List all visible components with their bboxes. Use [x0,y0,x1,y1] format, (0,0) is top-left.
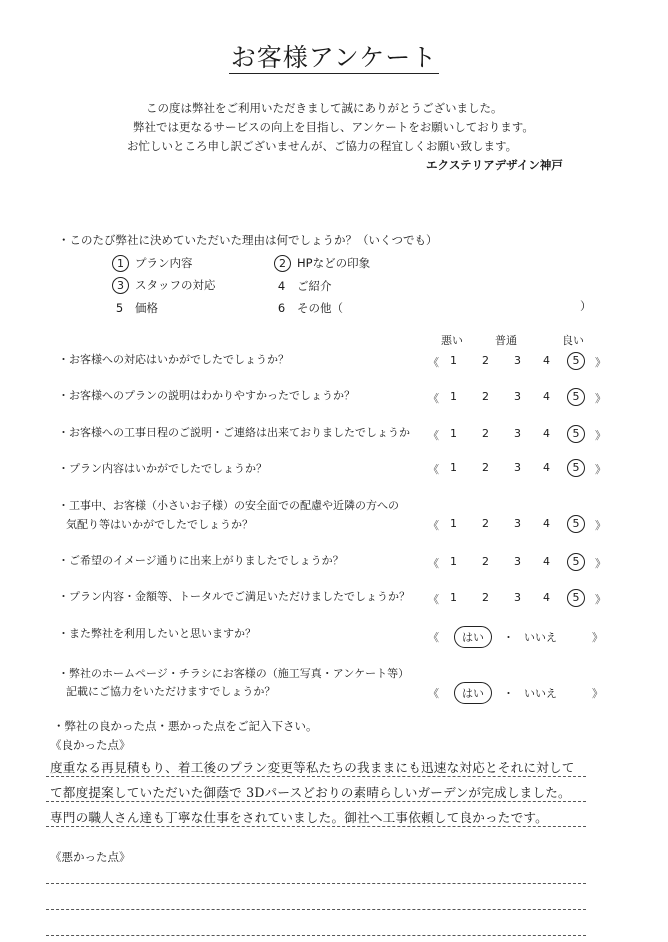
yesno-separator: ・ [503,687,514,700]
reason-option-4-label: ご紹介 [297,279,332,293]
rating-option-selected[interactable]: 5 [567,425,585,443]
reason-option-1-label: プラン内容 [135,256,193,270]
rating-option[interactable]: 1 [450,517,457,530]
rating-question-4-text: ・プラン内容はいかがでしたでしょうか？ [58,462,267,475]
rating-option-selected[interactable]: 5 [567,459,585,477]
intro-line-2: 弊社では更なるサービスの向上を目指し、アンケートをお願いしております。 [133,120,534,134]
comments-prompt: ・弊社の良かった点・悪かった点をご記入下さい。 [53,719,318,733]
rating-close-mark: 》 [595,593,606,606]
good-points-line-1[interactable]: 度重なる再見積もり、着工後のプラン変更等私たちの我ままにも迅速な対応とそれに対して [50,760,575,775]
reason-option-5-number: 5 [115,301,124,315]
rating-option-selected[interactable]: 5 [567,352,585,370]
yesno-choice-2[interactable] [428,682,603,702]
rating-option[interactable]: 4 [543,555,550,568]
intro-line-3: お忙しいところ申し訳ございませんが、ご協力の程宜しくお願い致します。 [127,139,518,153]
intro-line-1: この度は弊社をご利用いただきまして誠にありがとうございました。 [146,101,503,115]
reason-option-2[interactable] [274,255,370,272]
rating-scale-4[interactable] [428,459,606,479]
rating-close-mark: 》 [595,392,606,405]
scale-good: 良い [562,334,584,347]
yesno-close-mark: 》 [592,631,603,644]
bad-points-line-3[interactable] [50,916,586,934]
rating-option[interactable]: 3 [514,555,521,568]
reason-option-1-number: 1 [112,255,129,272]
rating-option[interactable]: 2 [482,591,489,604]
yesno-no-option[interactable]: いいえ [524,631,557,644]
good-points-label: 《良かった点》 [50,738,131,752]
rating-close-mark: 》 [595,519,606,532]
reason-question: ・このたび弊社に決めていただいた理由は何でしょうか？（いくつでも） [58,233,438,247]
page-title-text: お客様アンケート [230,43,438,72]
rating-option-selected[interactable]: 5 [567,515,585,533]
rating-scale-3[interactable] [428,425,606,445]
good-points-line-2[interactable]: て都度提案していただいた御蔭で 3Dパースどおりの素晴らしいガーデンが完成しました。 [50,785,571,800]
good-points-rule [46,801,586,802]
rating-scale-2[interactable] [428,388,606,408]
rating-open-mark: 《 [428,593,439,606]
yesno-question-1-text: ・また弊社を利用したいと思いますか？ [58,627,256,640]
yesno-no-option[interactable]: いいえ [524,687,557,700]
yesno-separator: ・ [503,631,514,644]
bad-points-rule [46,909,586,910]
rating-option[interactable]: 1 [450,555,457,568]
reason-option-4-number: 4 [277,279,286,293]
rating-option-selected[interactable]: 5 [567,589,585,607]
rating-scale-1[interactable] [428,352,606,372]
rating-open-mark: 《 [428,463,439,476]
rating-option[interactable]: 4 [543,390,550,403]
yesno-question-2-text: ・弊社のホームページ・チラシにお客様の（施工写真・アンケート等） [58,667,410,680]
rating-option[interactable]: 2 [482,555,489,568]
rating-open-mark: 《 [428,392,439,405]
rating-option[interactable]: 4 [543,461,550,474]
rating-open-mark: 《 [428,519,439,532]
rating-option[interactable]: 3 [514,427,521,440]
page-title [0,38,668,74]
rating-option[interactable]: 1 [450,591,457,604]
good-points-rule [46,776,586,777]
reason-option-2-label: HPなどの印象 [297,256,371,270]
rating-option[interactable]: 1 [450,390,457,403]
rating-close-mark: 》 [595,557,606,570]
yesno-yes-option[interactable]: はい [454,682,492,704]
reason-option-5[interactable] [112,300,158,316]
rating-option[interactable]: 4 [543,427,550,440]
reason-option-1[interactable] [112,255,193,272]
rating-option[interactable]: 1 [450,354,457,367]
reason-option-3[interactable] [112,277,216,294]
rating-question-1-text: ・お客様への対応はいかがでしたでしょうか？ [58,353,289,366]
yesno-open-mark: 《 [428,631,439,644]
rating-option[interactable]: 4 [543,591,550,604]
bad-points-rule [46,935,586,936]
rating-option[interactable]: 2 [482,354,489,367]
rating-close-mark: 》 [595,356,606,369]
rating-option[interactable]: 3 [514,354,521,367]
rating-close-mark: 》 [595,429,606,442]
rating-option[interactable]: 2 [482,390,489,403]
rating-option-selected[interactable]: 5 [567,553,585,571]
bad-points-line-1[interactable] [50,864,586,882]
good-points-rule [46,826,586,827]
good-points-line-3[interactable]: 専門の職人さん達も丁寧な仕事をされていました。御社へ工事依頼して良かったです。 [50,810,548,825]
scale-normal: 普通 [495,334,517,347]
rating-open-mark: 《 [428,557,439,570]
rating-scale-6[interactable] [428,553,606,573]
rating-option[interactable]: 3 [514,461,521,474]
rating-option[interactable]: 3 [514,390,521,403]
reason-option-3-number: 3 [112,277,129,294]
rating-option[interactable]: 1 [450,461,457,474]
scale-header [428,332,598,348]
rating-option[interactable]: 3 [514,517,521,530]
rating-question-3-text: ・お客様への工事日程のご説明・ご連絡は出来ておりましたでしょうか [58,426,410,439]
yesno-close-mark: 》 [592,687,603,700]
rating-question-7-text: ・プラン内容・金額等、トータルでご満足いただけましたでしょうか？ [58,590,410,603]
rating-option[interactable]: 2 [482,427,489,440]
reason-option-5-label: 価格 [135,301,158,315]
reason-option-6-number: 6 [277,301,286,315]
rating-question-2-text: ・お客様へのプランの説明はわかりやすかったでしょうか？ [58,389,355,402]
reason-option-2-number: 2 [274,255,291,272]
yesno-open-mark: 《 [428,687,439,700]
scale-bad: 悪い [441,334,463,347]
reason-option-6[interactable] [274,300,343,316]
rating-close-mark: 》 [595,463,606,476]
rating-option-selected[interactable]: 5 [567,388,585,406]
rating-open-mark: 《 [428,356,439,369]
rating-scale-7[interactable] [428,589,606,609]
reason-option-3-label: スタッフの対応 [135,278,216,292]
bad-points-rule [46,883,586,884]
rating-open-mark: 《 [428,429,439,442]
rating-option[interactable]: 3 [514,591,521,604]
company-name: エクステリアデザイン神戸 [426,158,563,172]
reason-other-close: ） [580,299,592,313]
yesno-yes-option[interactable]: はい [454,626,492,648]
reason-option-6-label: その他（ [297,301,343,315]
rating-option[interactable]: 1 [450,427,457,440]
rating-option[interactable]: 2 [482,461,489,474]
yesno-choice-1[interactable] [428,626,603,646]
rating-question-6-text: ・ご希望のイメージ通りに出来上がりましたでしょうか？ [58,554,344,567]
yesno-question-2-text-2: 記載にご協力をいただけますでしょうか？ [66,685,276,698]
rating-option[interactable]: 4 [543,354,550,367]
reason-option-4[interactable] [274,278,332,294]
rating-option[interactable]: 4 [543,517,550,530]
bad-points-line-2[interactable] [50,890,586,908]
bad-points-label: 《悪かった点》 [50,850,131,864]
rating-scale-5[interactable] [428,515,606,535]
rating-question-5-text: ・工事中、お客様（小さいお子様）の安全面での配慮や近隣の方への [58,499,399,512]
rating-question-5-text-2: 気配り等はいかがでしたでしょうか？ [66,518,253,531]
rating-option[interactable]: 2 [482,517,489,530]
